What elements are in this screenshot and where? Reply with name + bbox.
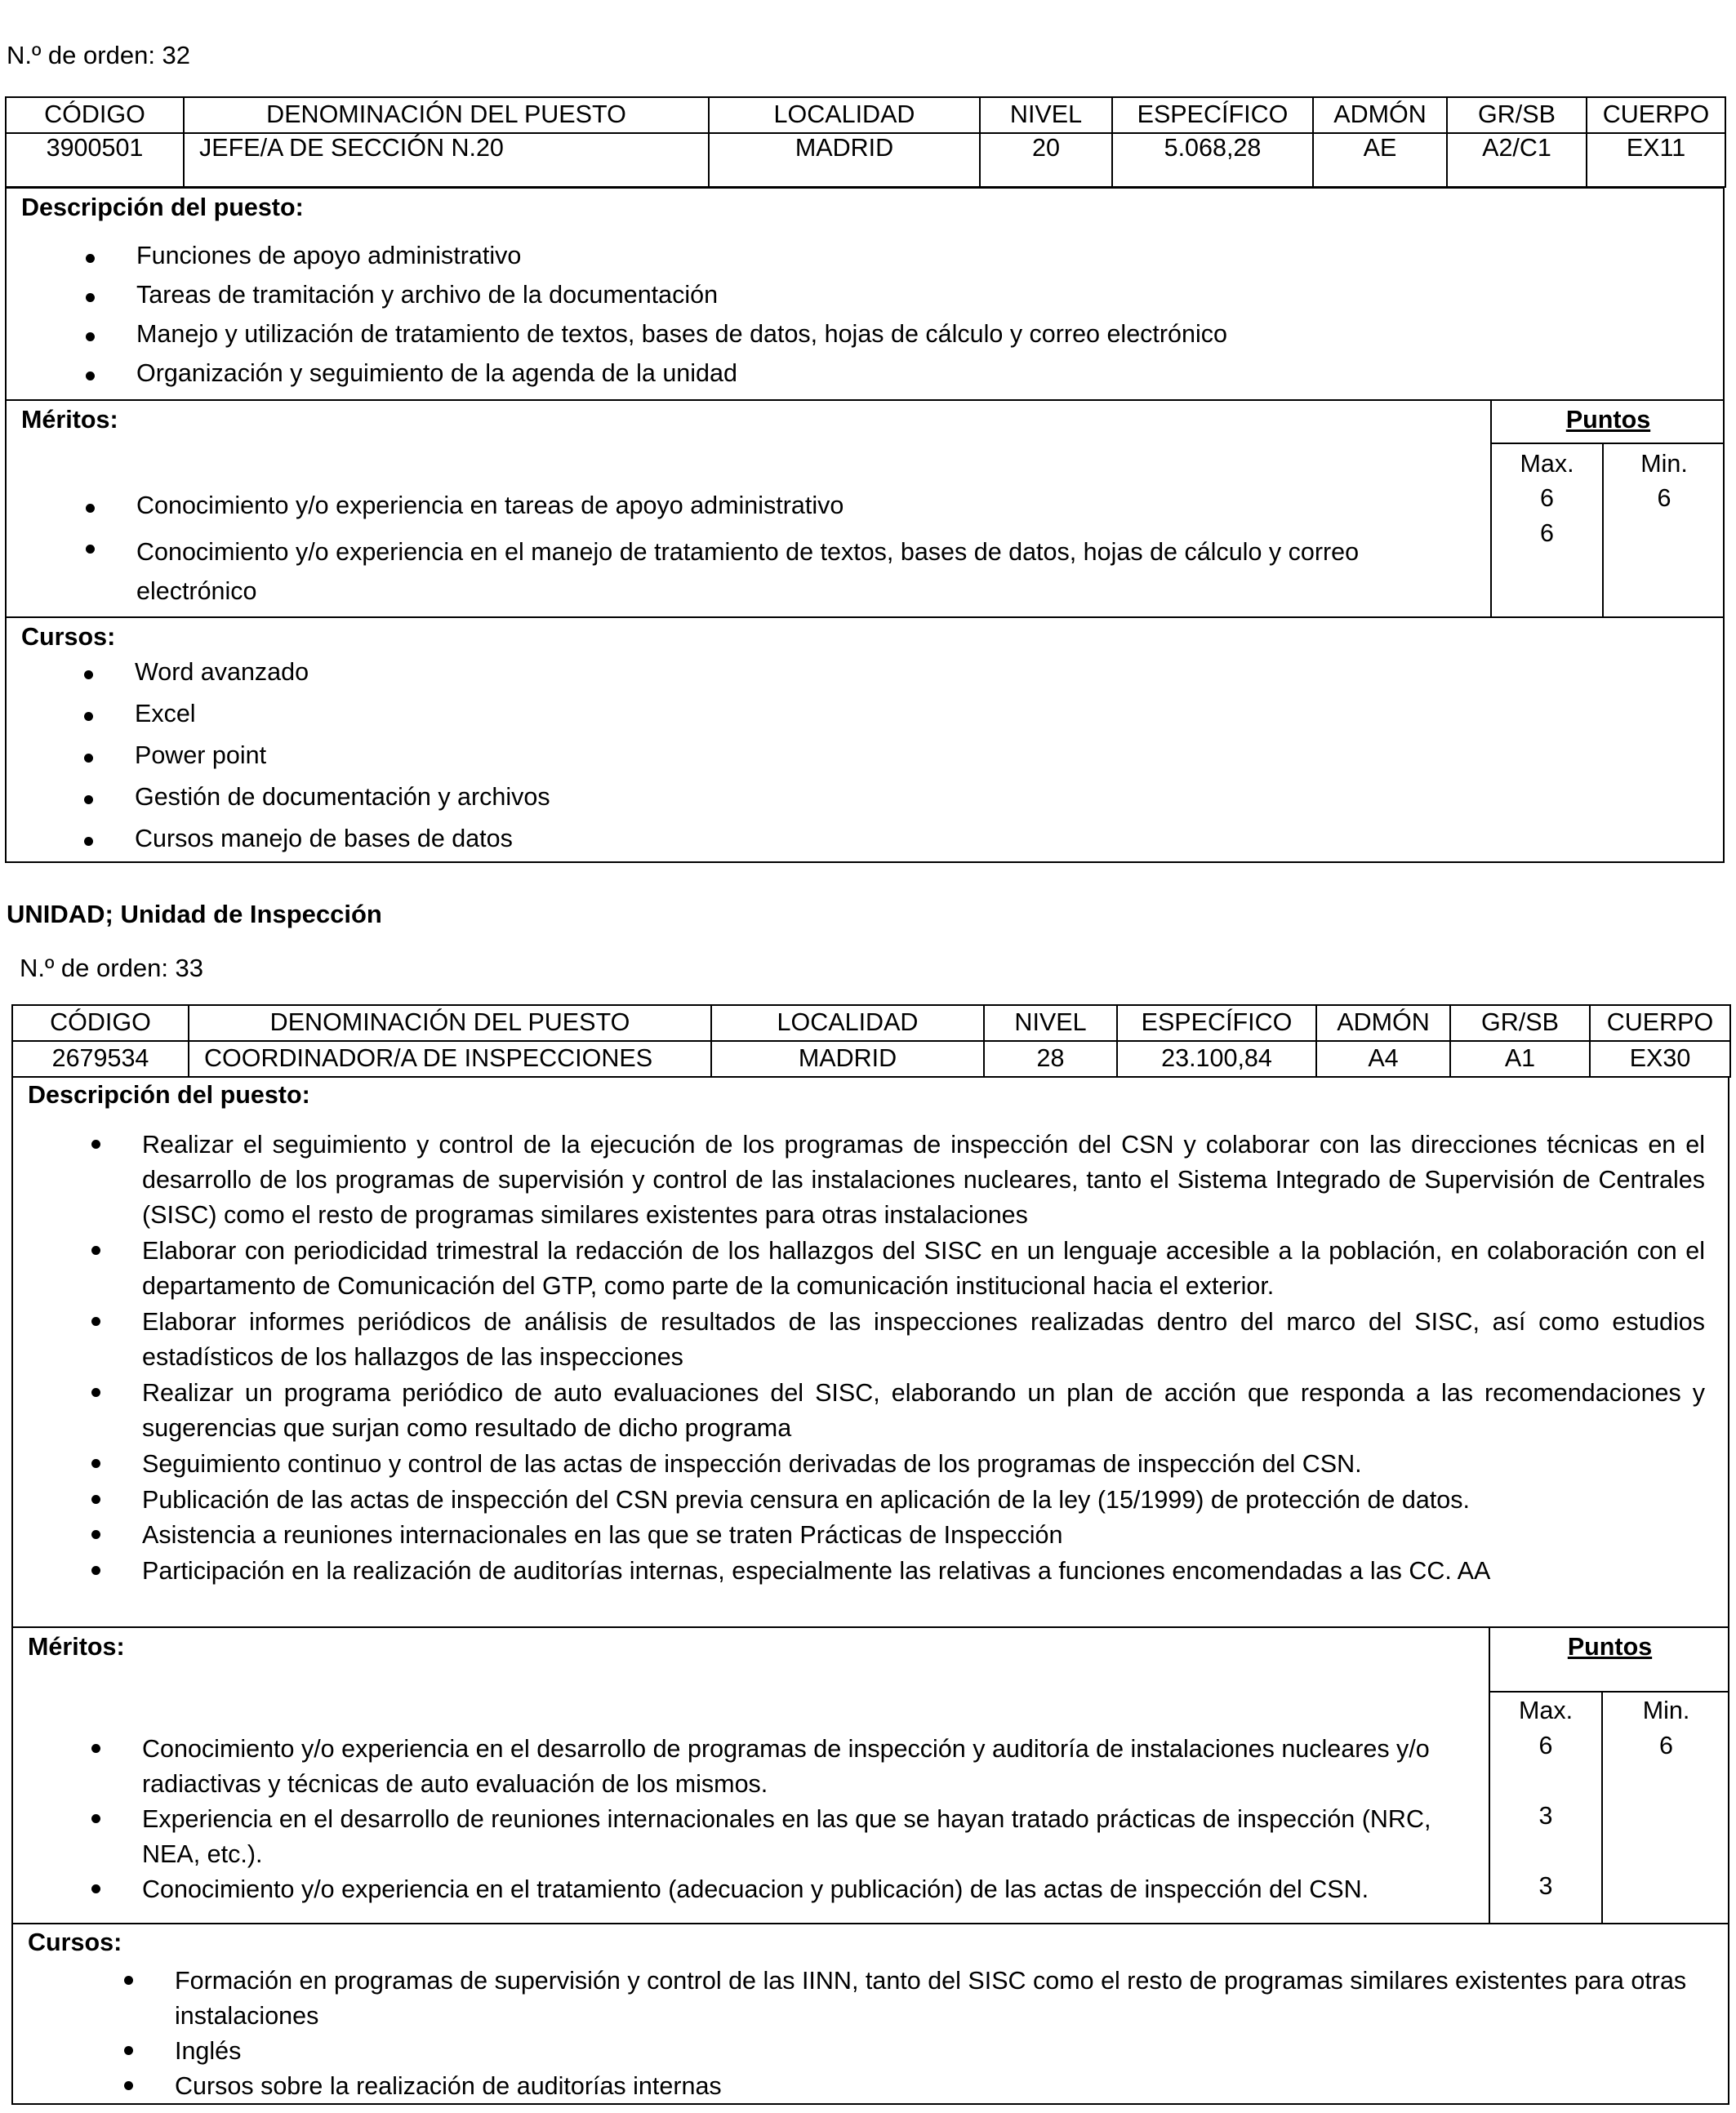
list-item: Tareas de tramitación y archivo de la documentación (136, 281, 719, 309)
col-header-denominacion: DENOMINACIÓN DEL PUESTO (184, 97, 709, 133)
col-header-admon: ADMÓN (1316, 1005, 1450, 1041)
list-item: Publicación de las actas de inspección del CSN previa censura en aplicación de la ley (15/1999) de protección de datos. (142, 1483, 1470, 1518)
post-header-table-32 (5, 96, 1726, 188)
col-header-nivel: NIVEL (984, 1005, 1117, 1041)
unit-title: UNIDAD; Unidad de Inspección (7, 900, 382, 928)
cursos-label: Cursos: (21, 623, 116, 651)
list-item: Asistencia a reuniones internacionales en las que se traten Prácticas de Inspección (142, 1518, 1062, 1553)
cell-localidad: MADRID (711, 1041, 984, 1077)
max-value: 6 (1538, 1732, 1553, 1759)
cell-admon: A4 (1316, 1041, 1450, 1077)
cell-cuerpo: EX30 (1590, 1041, 1730, 1077)
list-item: Participación en la realización de auditorías internas, especialmente las relativas a funciones encomendadas a las CC. AA (142, 1554, 1490, 1589)
col-header-localidad: LOCALIDAD (709, 97, 980, 133)
divider (5, 399, 1725, 401)
list-item: Realizar un programa periódico de auto evaluaciones del SISC, elaborando un plan de acción que responda a las recomendaciones y sugerencias que surjan como resultado de dicho programa (142, 1376, 1705, 1446)
col-header-grsb: GR/SB (1447, 97, 1587, 133)
cell-denominacion: JEFE/A DE SECCIÓN N.20 (184, 133, 709, 187)
list-item: Cursos sobre la realización de auditorías internas (175, 2069, 722, 2104)
cell-codigo: 2679534 (12, 1041, 189, 1077)
min-value: 6 (1657, 484, 1671, 512)
col-header-especifico: ESPECÍFICO (1112, 97, 1313, 133)
list-item: Word avanzado (135, 658, 309, 686)
divider (5, 616, 1725, 618)
min-label: Min. (1642, 1697, 1690, 1724)
cell-denominacion: COORDINADOR/A DE INSPECCIONES (189, 1041, 711, 1077)
table-row (6, 133, 1725, 187)
col-header-especifico: ESPECÍFICO (1117, 1005, 1316, 1041)
list-item: Inglés (175, 2034, 241, 2069)
post-header-table-33 (11, 1004, 1731, 1078)
order-number-33: N.º de orden: 33 (20, 954, 204, 982)
col-header-denominacion: DENOMINACIÓN DEL PUESTO (189, 1005, 711, 1041)
list-item: Formación en programas de supervisión y control de las IINN, tanto del SISC como el resto de programas similares existentes para otras instalaciones (175, 1964, 1702, 2034)
max-value: 3 (1538, 1802, 1553, 1830)
list-item: Conocimiento y/o experiencia en el manejo de tratamiento de textos, bases de datos, hojas de cálculo y correo electrónico (136, 532, 1410, 611)
list-item: Organización y seguimiento de la agenda de la unidad (136, 359, 737, 387)
col-header-grsb: GR/SB (1450, 1005, 1590, 1041)
puntos-label: Puntos (1567, 1633, 1653, 1661)
col-header-codigo: CÓDIGO (6, 97, 184, 133)
meritos-label: Méritos: (21, 406, 118, 434)
list-item: Manejo y utilización de tratamiento de textos, bases de datos, hojas de cálculo y correo electrónico (136, 320, 1227, 348)
cursos-label: Cursos: (28, 1928, 122, 1956)
col-header-localidad: LOCALIDAD (711, 1005, 984, 1041)
max-label: Max. (1520, 450, 1574, 478)
max-value: 6 (1540, 519, 1554, 547)
cell-nivel: 20 (980, 133, 1112, 187)
cell-nivel: 28 (984, 1041, 1117, 1077)
list-item: Elaborar con periodicidad trimestral la redacción de los hallazgos del SISC en un lenguaje accesible a la población, en colaboración con el departamento de Comunicación del GTP, como parte de la comunicación institucional hacia el exterior. (142, 1234, 1705, 1304)
min-label: Min. (1640, 450, 1688, 478)
divider (1490, 443, 1725, 444)
cell-cuerpo: EX11 (1587, 133, 1725, 187)
list-item: Conocimiento y/o experiencia en el tratamiento (adecuacion y publicación) de las actas de inspección del CSN. (142, 1872, 1481, 1907)
list-item: Power point (135, 741, 267, 769)
list-item: Elaborar informes periódicos de análisis de resultados de las inspecciones realizadas dentro del marco del SISC, así como estudios estadísticos de los hallazgos de las inspecciones (142, 1305, 1705, 1375)
cell-especifico: 5.068,28 (1112, 133, 1313, 187)
max-value: 6 (1540, 484, 1554, 512)
max-value: 3 (1538, 1872, 1553, 1900)
cell-especifico: 23.100,84 (1117, 1041, 1316, 1077)
list-item: Funciones de apoyo administrativo (136, 242, 522, 269)
divider (11, 1626, 1729, 1628)
list-item: Realizar el seguimiento y control de la ejecución de los programas de inspección del CSN y colaborar con las direcciones técnicas en el desarrollo de los programas de supervisión y control de las instalaciones nucleares, tanto el Sistema Integrado de Supervisión de Centrales (SISC) como el resto de programas similares existentes para otras instalaciones (142, 1128, 1705, 1233)
cell-grsb: A1 (1450, 1041, 1590, 1077)
cell-admon: AE (1313, 133, 1447, 187)
meritos-label: Méritos: (28, 1633, 125, 1661)
list-item: Seguimiento continuo y control de las actas de inspección derivadas de los programas de inspección del CSN. (142, 1447, 1362, 1482)
min-value: 6 (1659, 1732, 1673, 1759)
col-header-admon: ADMÓN (1313, 97, 1447, 133)
list-item: Excel (135, 700, 196, 727)
col-header-codigo: CÓDIGO (12, 1005, 189, 1041)
cell-grsb: A2/C1 (1447, 133, 1587, 187)
col-header-cuerpo: CUERPO (1590, 1005, 1730, 1041)
list-item: Experiencia en el desarrollo de reuniones internacionales en las que se hayan tratado prácticas de inspección (NRC, NEA, etc.). (142, 1802, 1449, 1872)
list-item: Conocimiento y/o experiencia en tareas de apoyo administrativo (136, 492, 844, 519)
list-item: Gestión de documentación y archivos (135, 783, 550, 811)
descripcion-label: Descripción del puesto: (28, 1081, 310, 1109)
max-label: Max. (1518, 1697, 1574, 1724)
cell-localidad: MADRID (709, 133, 980, 187)
puntos-label: Puntos (1565, 406, 1651, 434)
col-header-cuerpo: CUERPO (1587, 97, 1725, 133)
divider (11, 1923, 1729, 1924)
cell-codigo: 3900501 (6, 133, 184, 187)
col-header-nivel: NIVEL (980, 97, 1112, 133)
table-row (12, 1041, 1730, 1077)
order-number-32: N.º de orden: 32 (7, 41, 191, 69)
table-header-row (12, 1005, 1730, 1041)
table-header-row (6, 97, 1725, 133)
descripcion-label: Descripción del puesto: (21, 194, 304, 221)
divider (1489, 1691, 1729, 1693)
list-item: Conocimiento y/o experiencia en el desarrollo de programas de inspección y auditoría de instalaciones nucleares y/o radiactivas y técnicas de auto evaluación de los mismos. (142, 1732, 1449, 1802)
list-item: Cursos manejo de bases de datos (135, 825, 513, 852)
